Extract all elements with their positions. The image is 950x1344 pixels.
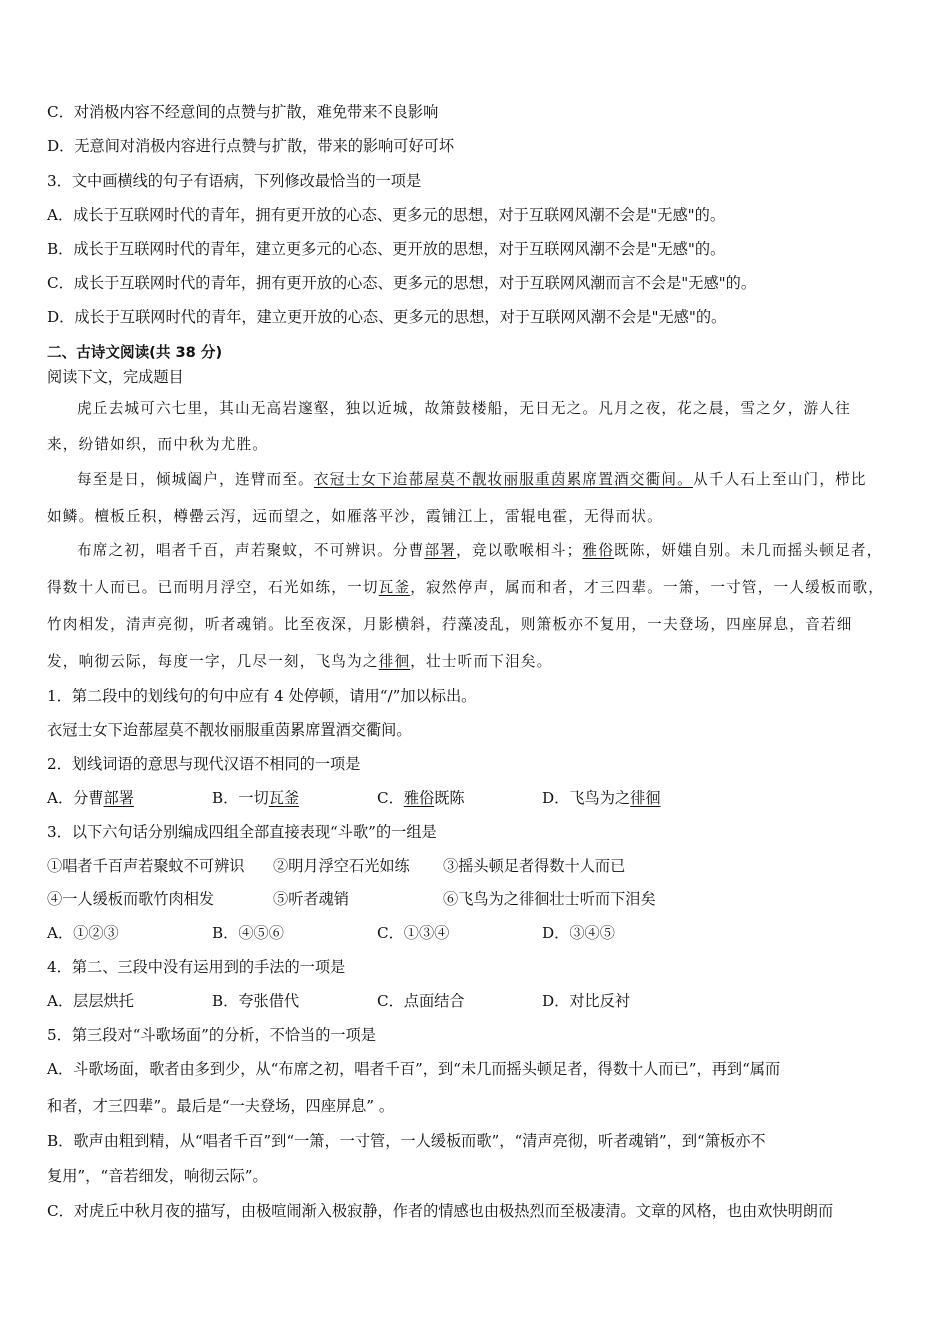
option-text: C． (377, 789, 404, 807)
q4-stem: 4．第二、三段中没有运用到的手法的一项是 (47, 958, 346, 976)
q5-stem: 5．第三段对“斗歌场面”的分析，不恰当的一项是 (47, 1026, 376, 1044)
q2-option-d: D．无意间对消极内容进行点赞与扩散，带来的影响可好可坏 (47, 137, 455, 155)
sentence-4: ④一人缓板而歌竹肉相发 (47, 890, 215, 908)
passage-text: 布席之初，唱者千百，声若聚蚊，不可辨识。分曹 (77, 542, 425, 559)
passage-p2-line2: 如鳞。檀板丘积，樽罍云泻，远而望之，如雁落平沙，霞铺江上，雷辊电霍，无得而状。 (47, 508, 663, 525)
reading-instruction: 阅读下文，完成题目 (47, 368, 184, 386)
q3-option-a: A．成长于互联网时代的青年，拥有更开放的心态、更多元的思想，对于互联网风潮不会是"无感"的。 (47, 206, 726, 224)
q3b-option-c: C．①③④ (377, 924, 450, 942)
q2-option-d (542, 788, 661, 808)
passage-text: ，寂然停声，属而和者，才三四辈。一箫，一寸管，一人缓板而歌， (410, 579, 885, 596)
q4-option-d: D．对比反衬 (542, 992, 631, 1010)
q3b-option-b: B．④⑤⑥ (212, 924, 284, 942)
underlined-word: 雅俗 (403, 789, 435, 807)
passage-text: ，竞以歌喉相斗； (456, 542, 583, 559)
sentence-2: ②明月浮空石光如练 (273, 857, 410, 875)
option-text: B．一切 (212, 789, 269, 807)
q4-option-a: A．层层烘托 (47, 992, 134, 1010)
q5-option-a-line1: A．斗歌场面，歌者由多到少，从“布席之初，唱者千百”，到“未几而摇头顿足者，得数十人而已”，再到“属而 (47, 1060, 781, 1078)
q3-option-d: D．成长于互联网时代的青年，建立更开放的心态、更多元的思想，对于互联网风潮不会是"无感"的。 (47, 308, 727, 326)
option-text: A．分曹 (47, 789, 104, 807)
q3-stem: 3．文中画横线的句子有语病，下列修改最恰当的一项是 (47, 172, 422, 190)
q1-stem: 1．第二段中的划线句的句中应有 4 处停顿，请用“/”加以标出。 (47, 687, 477, 705)
underlined-word: 瓦釜 (378, 579, 411, 596)
passage-text: 发，响彻云际，每度一字，几尽一刻，飞鸟为之 (47, 653, 379, 670)
passage-text: ，壮士听而下泪矣。 (410, 653, 553, 670)
q2-option-b (212, 788, 299, 808)
q2-stem: 2．划线词语的意思与现代汉语不相同的一项是 (47, 755, 361, 773)
q5-option-b-line1: B．歌声由粗到精，从“唱者千百”到“一箫，一寸管，一人缓板而歌”，“清声亮彻，听者魂销”，到“箫板亦不 (47, 1132, 766, 1150)
underlined-word: 部署 (103, 789, 134, 807)
q5-option-b-line2: 复用”，“音若细发，响彻云际”。 (47, 1167, 268, 1185)
q3-option-c: C．成长于互联网时代的青年，拥有更开放的心态、更多元的思想，对于互联网风潮而言不会是"无感"的。 (47, 274, 757, 292)
q4-option-c: C．点面结合 (377, 992, 465, 1010)
underlined-word: 雅俗 (582, 542, 615, 559)
passage-text: 得数十人而已。已而明月浮空，石光如练，一切 (47, 579, 379, 596)
underlined-sentence: 衣冠士女下迨蔀屋莫不靓妆丽服重茵累席置酒交衢间。 (313, 471, 693, 488)
sentence-1: ①唱者千百声若聚蚊不可辨识 (47, 857, 245, 875)
passage-p3-line2 (47, 578, 906, 598)
passage-p3-line4 (47, 652, 906, 672)
option-text: 既陈 (434, 789, 465, 807)
q4-option-b: B．夸张借代 (212, 992, 300, 1010)
q1-sentence: 衣冠士女下迨蔀屋莫不靓妆丽服重茵累席置酒交衢间。 (47, 721, 412, 739)
q3b-option-a: A．①②③ (47, 924, 119, 942)
underlined-word: 部署 (424, 542, 457, 559)
section-title: 二、古诗文阅读(共 38 分) (47, 344, 223, 361)
passage-text: 从千人石上至山门，栉比 (692, 471, 867, 488)
passage-p3-line3: 竹肉相发，清声亮彻，听者魂销。比至夜深，月影横斜，荇藻凌乱，则箫板亦不复用，一夫登场，四座屏息，音若细 (47, 616, 853, 633)
sentence-6: ⑥飞鸟为之徘徊壮士听而下泪矣 (443, 890, 656, 908)
underlined-word: 瓦釜 (268, 789, 300, 807)
option-text: D．飞鸟为之 (542, 789, 631, 807)
passage-p3-line1 (77, 541, 906, 561)
q3-option-b: B．成长于互联网时代的青年，建立更多元的心态、更开放的思想，对于互联网风潮不会是"无感"的。 (47, 240, 726, 258)
q3b-stem: 3．以下六句话分别编成四组全部直接表现“斗歌”的一组是 (47, 823, 437, 841)
sentence-5: ⑤听者魂销 (273, 890, 349, 908)
q3b-option-d: D．③④⑤ (542, 924, 615, 942)
q5-option-a-line2: 和者，才三四辈”。最后是“一夫登场，四座屏息” 。 (47, 1097, 395, 1115)
q2-option-a (47, 788, 134, 808)
passage-p2-line1 (77, 470, 906, 490)
underlined-word: 徘徊 (378, 653, 411, 670)
passage-text: 每至是日，倾城阖户，连臂而至。 (77, 471, 314, 488)
q5-option-c-line1: C．对虎丘中秋月夜的描写，由极喧闹渐入极寂静，作者的情感也由极热烈而至极凄清。文章的风格，也由欢快明朗而 (47, 1202, 834, 1220)
passage-p1-line1: 虎丘去城可六七里，其山无高岩邃壑，独以近城，故箫鼓楼船，无日无之。凡月之夜，花之晨，雪之夕，游人往 (77, 400, 851, 417)
sentence-3: ③摇头顿足者得数十人而已 (443, 857, 626, 875)
passage-text: 既陈，妍媸自别。未几而摇头顿足者， (614, 542, 883, 559)
q2-option-c (377, 788, 465, 808)
underlined-word: 徘徊 (630, 789, 661, 807)
passage-p1-line2: 来，纷错如织，而中秋为尤胜。 (47, 436, 269, 453)
q2-option-c: C．对消极内容不经意间的点赞与扩散，难免带来不良影响 (47, 103, 439, 121)
